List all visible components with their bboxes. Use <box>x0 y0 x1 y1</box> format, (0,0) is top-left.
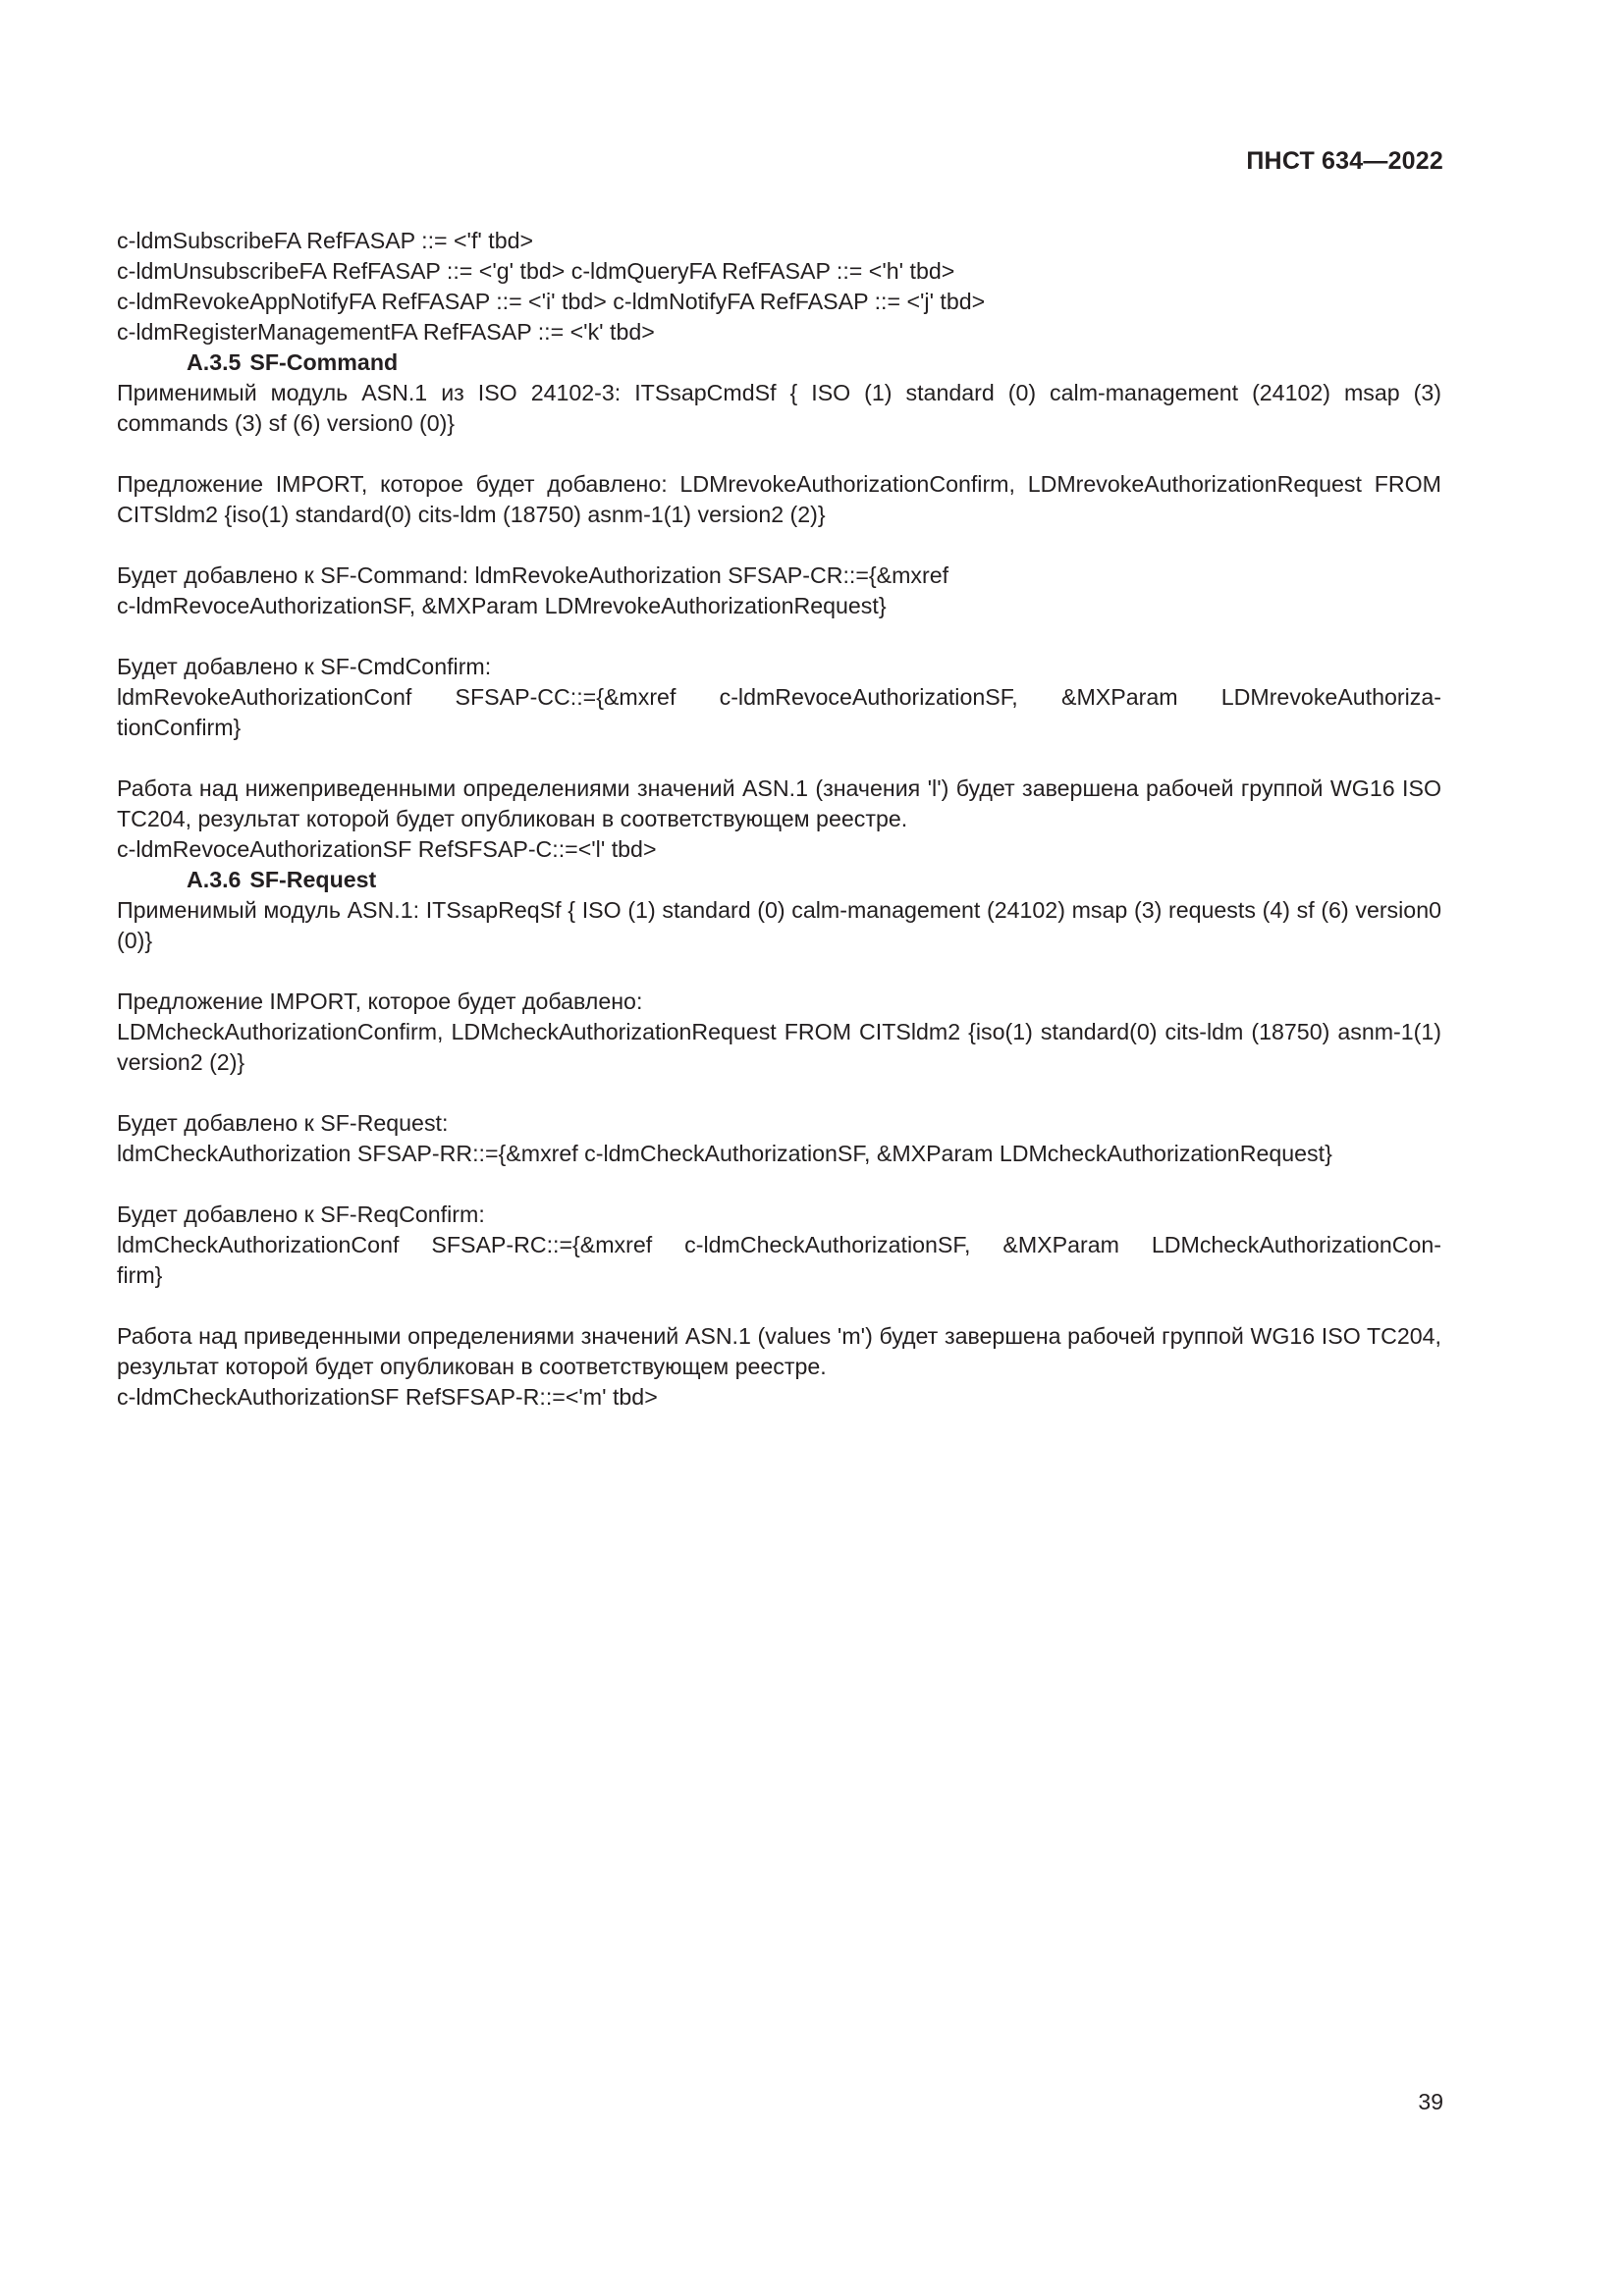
document-id: ПНСТ 634—2022 <box>1246 147 1443 175</box>
page-number: 39 <box>1418 2089 1443 2114</box>
section-title: SF-Request <box>249 867 377 892</box>
paragraph-line: tionConfirm} <box>117 715 242 740</box>
paragraph-line: firm} <box>117 1262 163 1288</box>
paragraph-line: Предложение IMPORT, которое будет добавлено: <box>117 988 643 1014</box>
paragraph: Работа над нижеприведенными определениями значений ASN.1 (значения 'l') будет завершена рабочей группой WG16 ISO TC204, результат которой будет опубликован в соответствующем реестре. <box>117 775 1441 831</box>
section-heading-a35 <box>117 347 1441 378</box>
paragraph: Работа над приведенными определениями значений ASN.1 (values 'm') будет завершена рабочей группой WG16 ISO TC204, результат которой будет опубликован в соответствующем реестре. <box>117 1323 1441 1379</box>
paragraph-line: Будет добавлено к SF-CmdConfirm: <box>117 654 492 679</box>
code-line: c-ldmUnsubscribeFA RefFASAP ::= <'g' tbd> c-ldmQueryFA RefFASAP ::= <'h' tbd> <box>117 258 955 284</box>
paragraph: Предложение IMPORT, которое будет добавлено: LDMrevokeAuthorizationConfirm, LDMrevokeAuthorizationRequest FROM CITSldm2 {iso(1) standard(0) cits-ldm (18750) asnm-1(1) version2 (2)} <box>117 471 1441 527</box>
paragraph-line: Будет добавлено к SF-Request: <box>117 1110 449 1136</box>
section-heading-a36 <box>117 865 1441 895</box>
paragraph-line: c-ldmRevoceAuthorizationSF, &MXParam LDMrevokeAuthorizationRequest} <box>117 593 887 618</box>
code-line: c-ldmSubscribeFA RefFASAP ::= <'f' tbd> <box>117 228 534 253</box>
paragraph-line: Будет добавлено к SF-ReqConfirm: <box>117 1201 485 1227</box>
paragraph-line: ldmCheckAuthorizationConf SFSAP-RC::={&mxref c-ldmCheckAuthorizationSF, &MXParam LDMcheckAuthorizationCon- <box>117 1232 1441 1257</box>
code-line: c-ldmCheckAuthorizationSF RefSFSAP-R::=<'m' tbd> <box>117 1384 658 1410</box>
asn1-definitions-block <box>117 226 1441 347</box>
paragraph: Применимый модуль ASN.1 из ISO 24102-3: ITSsapCmdSf { ISO (1) standard (0) calm-management (24102) msap (3) commands (3) sf (6) version0 (0)} <box>117 380 1441 436</box>
code-line: c-ldmRegisterManagementFA RefFASAP ::= <'k' tbd> <box>117 319 655 345</box>
section-title: SF-Command <box>249 349 399 375</box>
paragraph-line: ldmCheckAuthorization SFSAP-RR::={&mxref c-ldmCheckAuthorizationSF, &MXParam LDMcheckAuthorizationRequest} <box>117 1141 1332 1166</box>
code-line: c-ldmRevoceAuthorizationSF RefSFSAP-C::=<'l' tbd> <box>117 836 657 862</box>
page-content <box>117 226 1441 1413</box>
section-number: A.3.5 <box>187 349 242 375</box>
code-line: c-ldmRevokeAppNotifyFA RefFASAP ::= <'i' tbd> c-ldmNotifyFA RefFASAP ::= <'j' tbd> <box>117 289 986 314</box>
paragraph: LDMcheckAuthorizationConfirm, LDMcheckAuthorizationRequest FROM CITSldm2 {iso(1) standard(0) cits-ldm (18750) asnm-1(1) version2 (2)} <box>117 1019 1441 1075</box>
paragraph-line: Будет добавлено к SF-Command: ldmRevokeAuthorization SFSAP-CR::={&mxref <box>117 562 949 588</box>
paragraph: Применимый модуль ASN.1: ITSsapReqSf { ISO (1) standard (0) calm-management (24102) msap (3) requests (4) sf (6) version0 (0)} <box>117 897 1441 953</box>
section-number: A.3.6 <box>187 867 242 892</box>
paragraph-line: ldmRevokeAuthorizationConf SFSAP-CC::={&mxref c-ldmRevoceAuthorizationSF, &MXParam LDMrevokeAuthoriza- <box>117 684 1441 710</box>
